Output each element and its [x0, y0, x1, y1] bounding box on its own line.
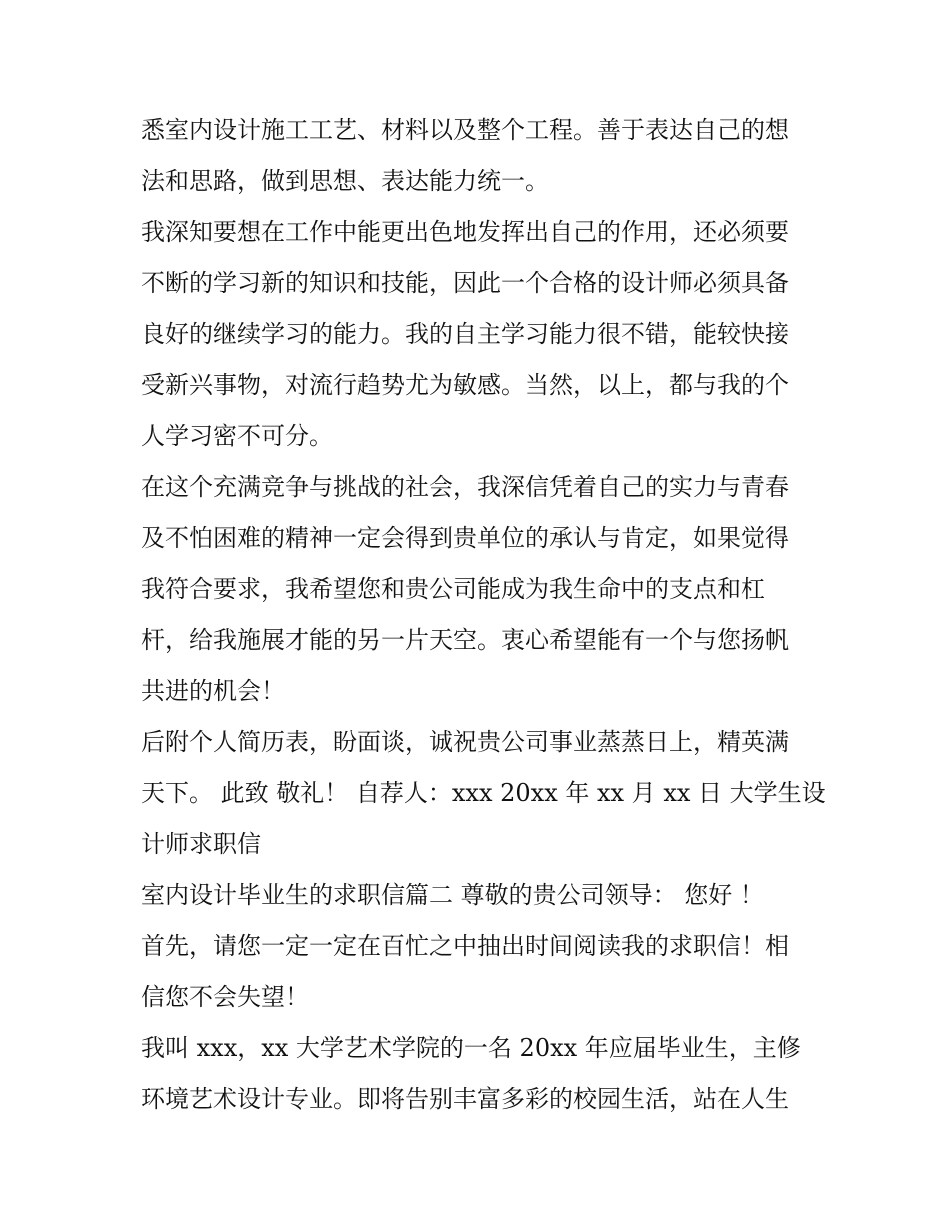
text-line: 室内设计毕业生的求职信篇二 尊敬的贵公司领导： 您好 ！ — [141, 881, 764, 909]
text-line: 共进的机会！ — [141, 677, 285, 705]
text-line: 计师求职信 — [141, 830, 261, 858]
text-line: 受新兴事物，对流行趋势尤为敏感。当然，以上，都与我的个 — [141, 371, 789, 399]
text-line: 不断的学习新的知识和技能，因此一个合格的设计师必须具备 — [141, 269, 789, 297]
text-line: 首先，请您一定一定在百忙之中抽出时间阅读我的求职信！相 — [141, 932, 789, 960]
document-body — [141, 105, 826, 1125]
text-line: 悉室内设计施工工艺、材料以及整个工程。善于表达自己的想 — [141, 116, 789, 144]
text-line: 法和思路，做到思想、表达能力统一。 — [141, 167, 549, 195]
text-line: 环境艺术设计专业。即将告别丰富多彩的校园生活，站在人生 — [141, 1085, 789, 1113]
text-line: 信您不会失望！ — [141, 983, 309, 1011]
text-line: 后附个人简历表，盼面谈，诚祝贵公司事业蒸蒸日上，精英满 — [141, 728, 789, 756]
text-line: 我符合要求，我希望您和贵公司能成为我生命中的支点和杠 — [141, 575, 765, 603]
text-line: 天下。 此致 敬礼！ 自荐人：xxx 20xx 年 xx 月 xx 日 大学生设 — [141, 779, 826, 807]
text-line: 及不怕困难的精神一定会得到贵单位的承认与肯定，如果觉得 — [141, 524, 789, 552]
text-line: 我叫 xxx，xx 大学艺术学院的一名 20xx 年应届毕业生，主修 — [141, 1034, 801, 1062]
text-line: 我深知要想在工作中能更出色地发挥出自己的作用，还必须要 — [141, 218, 789, 246]
text-line: 在这个充满竞争与挑战的社会，我深信凭着自己的实力与青春 — [141, 473, 789, 501]
text-line: 良好的继续学习的能力。我的自主学习能力很不错，能较快接 — [141, 320, 789, 348]
text-line: 杆，给我施展才能的另一片天空。衷心希望能有一个与您扬帆 — [141, 626, 789, 654]
text-line: 人学习密不可分。 — [141, 422, 333, 450]
